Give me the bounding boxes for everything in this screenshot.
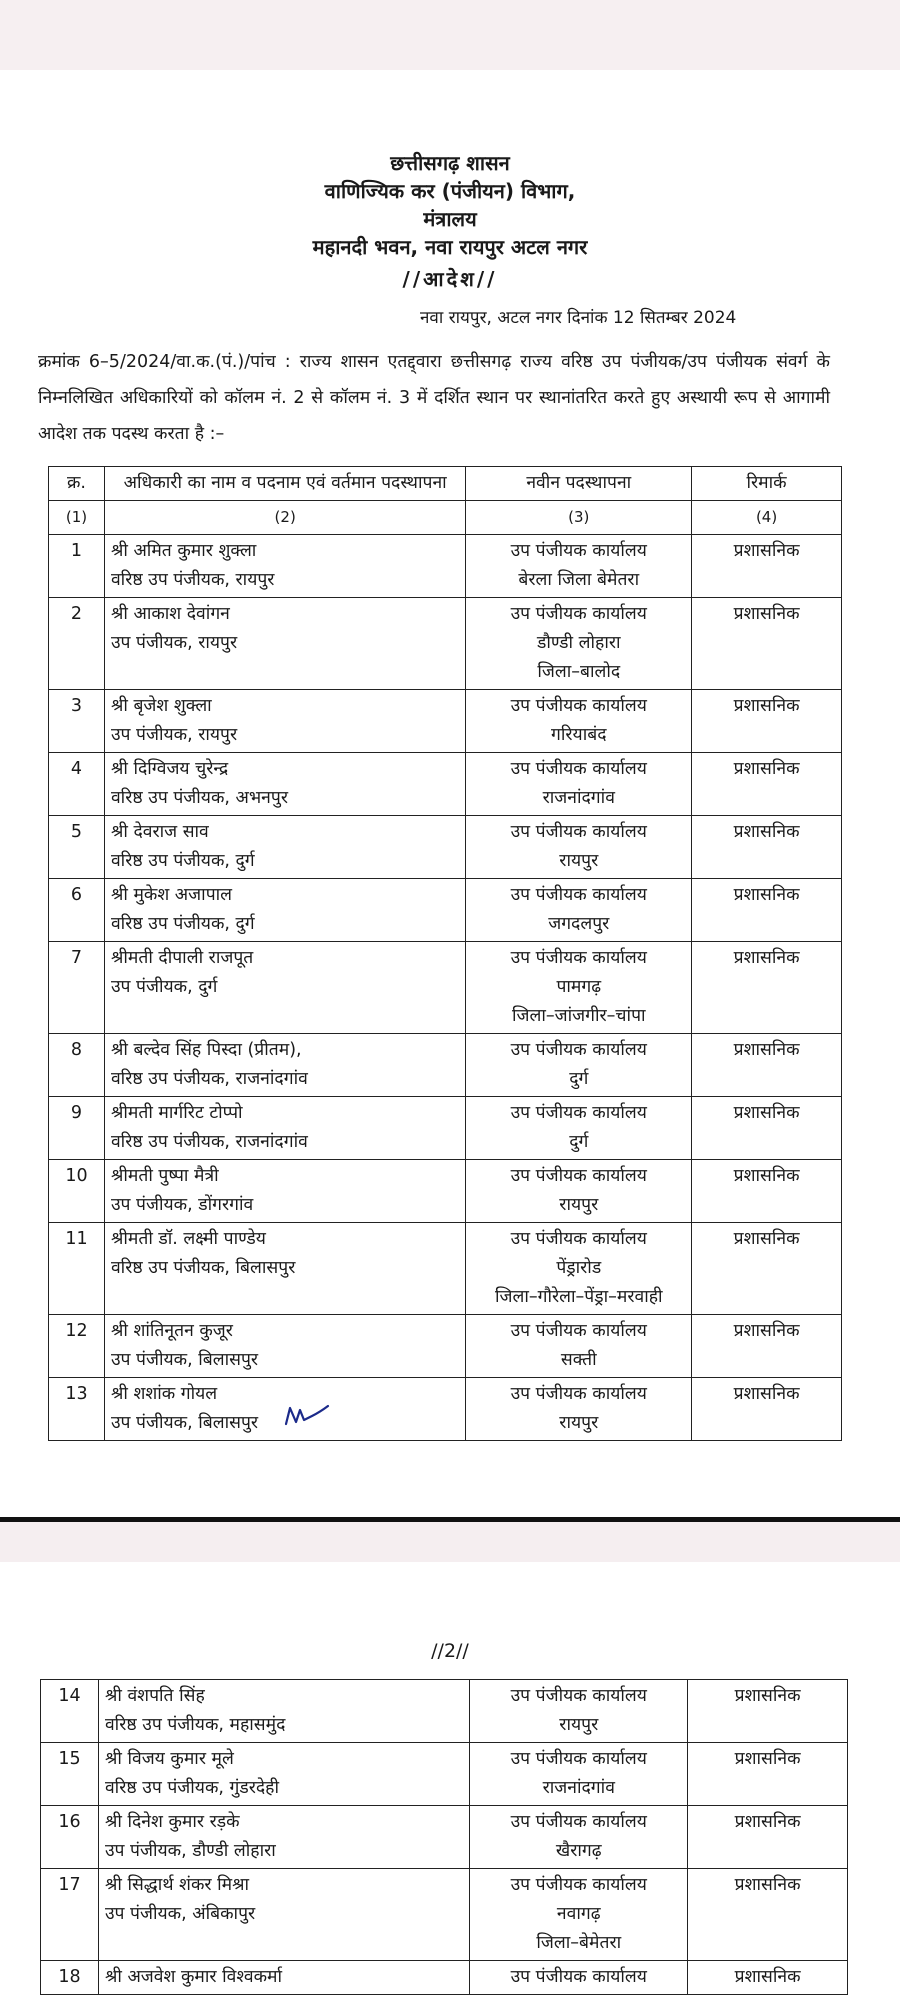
officer-current-post: वरिष्ठ उप पंजीयक, रायपुर (110, 570, 275, 590)
signature (282, 1402, 332, 1430)
row-new-posting (470, 1680, 688, 1743)
new-posting-line: रायपुर (559, 1413, 599, 1433)
new-posting-line: जिला–जांजगीर–चांपा (511, 1006, 646, 1026)
row-serial: 3 (49, 690, 105, 753)
new-posting-line: उप पंजीयक कार्यालय (510, 696, 647, 716)
officer-name: श्री सिद्धार्थ शंकर मिश्रा (104, 1875, 250, 1895)
row-serial: 9 (49, 1097, 105, 1160)
officer-name: श्रीमती डॉ. लक्ष्मी पाण्डेय (110, 1229, 266, 1249)
new-posting-line: राजनांदगांव (542, 788, 615, 808)
officer-current-post: उप पंजीयक, रायपुर (110, 633, 238, 653)
header-govt: छत्तीसगढ़ शासन (390, 151, 510, 175)
officer-current-post: उप पंजीयक, दुर्ग (110, 977, 218, 997)
officer-current-post: वरिष्ठ उप पंजीयक, राजनांदगांव (110, 1132, 308, 1152)
header-order-title: //आदेश// (402, 267, 498, 291)
new-posting-line: उप पंजीयक कार्यालय (510, 1384, 647, 1404)
transfer-table-continued (40, 1679, 848, 1995)
new-posting-line: उप पंजीयक कार्यालय (510, 1749, 647, 1769)
row-officer (104, 598, 465, 690)
new-posting-line: पेंड्रारोड (556, 1258, 602, 1278)
order-text: क्रमांक 6–5/2024/वा.क.(पं.)/पांच : राज्य शासन एतद्द्वारा छत्तीसगढ़ राज्य वरिष्ठ उप पंजीयक/उप पंजीयक संवर्ग के निम्नलिखित अधिकारियों को कॉलम नं. 2 से कॉलम नं. 3 में दर्शित स्थान पर स्थानांतरित करते हुए अस्थायी रूप से आगामी आदेश तक पदस्थ करता है :– (38, 352, 830, 444)
officer-current-post: वरिष्ठ उप पंजीयक, बिलासपुर (110, 1258, 296, 1278)
officer-current-post: उप पंजीयक, डोंगरगांव (110, 1195, 254, 1215)
row-serial: 2 (49, 598, 105, 690)
row-officer (104, 1315, 465, 1378)
row-remark: प्रशासनिक (692, 753, 842, 816)
table-row (49, 1378, 842, 1441)
officer-name: श्री शशांक गोयल (110, 1384, 218, 1404)
table-row (49, 1097, 842, 1160)
row-serial: 12 (49, 1315, 105, 1378)
row-officer (98, 1680, 469, 1743)
row-serial: 14 (41, 1680, 99, 1743)
row-officer (104, 942, 465, 1034)
table-row (49, 753, 842, 816)
row-officer (104, 753, 465, 816)
col-number: (1) (49, 501, 105, 535)
row-remark: प्रशासनिक (688, 1961, 848, 1995)
table-header-row (49, 467, 842, 501)
row-new-posting (466, 753, 692, 816)
row-new-posting (470, 1869, 688, 1961)
header-department: वाणिज्यिक कर (पंजीयन) विभाग, (324, 179, 576, 203)
officer-current-post: उप पंजीयक, डौण्डी लोहारा (104, 1841, 276, 1861)
new-posting-line: जिला–बालोद (537, 662, 621, 682)
officer-name: श्री दिनेश कुमार रड़के (104, 1812, 240, 1832)
row-officer (104, 535, 465, 598)
row-serial: 8 (49, 1034, 105, 1097)
new-posting-line: उप पंजीयक कार्यालय (510, 604, 647, 624)
table-row (49, 690, 842, 753)
table-row (49, 816, 842, 879)
new-posting-line: बेरला जिला बेमेतरा (518, 570, 640, 590)
officer-name: श्री विजय कुमार मूले (104, 1749, 234, 1769)
new-posting-line: दुर्ग (569, 1069, 589, 1089)
new-posting-line: जिला–बेमेतरा (536, 1933, 622, 1953)
table-row (41, 1869, 848, 1961)
row-new-posting (466, 1223, 692, 1315)
table-row (41, 1806, 848, 1869)
row-new-posting (470, 1743, 688, 1806)
new-posting-line: खैरागढ़ (555, 1841, 602, 1861)
new-posting-line: गरियाबंद (551, 725, 607, 745)
header-ministry: मंत्रालय (423, 207, 477, 231)
row-new-posting (466, 1160, 692, 1223)
row-serial: 1 (49, 535, 105, 598)
officer-current-post: वरिष्ठ उप पंजीयक, अभनपुर (110, 788, 288, 808)
officer-current-post: उप पंजीयक, रायपुर (110, 725, 238, 745)
row-officer (104, 1097, 465, 1160)
row-remark: प्रशासनिक (692, 690, 842, 753)
new-posting-line: जिला–गौरेला–पेंड्रा–मरवाही (494, 1287, 663, 1307)
new-posting-line: रायपुर (559, 851, 599, 871)
new-posting-line: दुर्ग (569, 1132, 589, 1152)
page-number: //2// (431, 1640, 469, 1662)
officer-name: श्री मुकेश अजापाल (110, 885, 233, 905)
table-row (49, 1315, 842, 1378)
row-new-posting (466, 816, 692, 879)
row-serial: 18 (41, 1961, 99, 1995)
officer-name: श्रीमती दीपाली राजपूत (110, 948, 254, 968)
row-remark: प्रशासनिक (692, 535, 842, 598)
row-remark: प्रशासनिक (692, 1315, 842, 1378)
header-remark: रिमार्क (692, 467, 842, 501)
new-posting-line: नवागढ़ (556, 1904, 601, 1924)
header-address: महानदी भवन, नवा रायपुर अटल नगर (312, 235, 588, 259)
row-remark: प्रशासनिक (692, 1378, 842, 1441)
row-officer (104, 1160, 465, 1223)
table-row (49, 1034, 842, 1097)
row-serial: 4 (49, 753, 105, 816)
new-posting-line: उप पंजीयक कार्यालय (510, 1229, 647, 1249)
row-remark: प्रशासनिक (688, 1680, 848, 1743)
row-remark: प्रशासनिक (692, 879, 842, 942)
row-serial: 15 (41, 1743, 99, 1806)
new-posting-line: डौण्डी लोहारा (536, 633, 621, 653)
row-serial: 17 (41, 1869, 99, 1961)
row-serial: 11 (49, 1223, 105, 1315)
row-serial: 10 (49, 1160, 105, 1223)
row-remark: प्रशासनिक (692, 598, 842, 690)
officer-current-post: वरिष्ठ उप पंजीयक, महासमुंद (104, 1715, 286, 1735)
new-posting-line: राजनांदगांव (542, 1778, 615, 1798)
new-posting-line: उप पंजीयक कार्यालय (510, 948, 647, 968)
column-number-row (49, 501, 842, 535)
officer-name: श्री वंशपति सिंह (104, 1686, 205, 1706)
col-number: (4) (692, 501, 842, 535)
table-row (49, 535, 842, 598)
officer-current-post: उप पंजीयक, बिलासपुर (110, 1413, 259, 1433)
officer-name: श्री शांतिनूतन कुजूर (110, 1321, 233, 1341)
row-officer (98, 1806, 469, 1869)
table-row (41, 1680, 848, 1743)
table-row (49, 1160, 842, 1223)
new-posting-line: उप पंजीयक कार्यालय (510, 1040, 647, 1060)
row-new-posting (466, 1315, 692, 1378)
new-posting-line: उप पंजीयक कार्यालय (510, 1875, 647, 1895)
row-officer (104, 1034, 465, 1097)
row-officer (98, 1961, 469, 1995)
col-number: (2) (104, 501, 465, 535)
officer-current-post: वरिष्ठ उप पंजीयक, गुंडरदेही (104, 1778, 279, 1798)
new-posting-line: उप पंजीयक कार्यालय (510, 822, 647, 842)
row-new-posting (466, 598, 692, 690)
row-remark: प्रशासनिक (692, 1160, 842, 1223)
row-officer (104, 690, 465, 753)
row-officer (104, 1223, 465, 1315)
officer-current-post: वरिष्ठ उप पंजीयक, दुर्ग (110, 851, 255, 871)
row-officer (98, 1869, 469, 1961)
row-serial: 16 (41, 1806, 99, 1869)
new-posting-line: उप पंजीयक कार्यालय (510, 1166, 647, 1186)
row-remark: प्रशासनिक (692, 1223, 842, 1315)
row-officer (104, 816, 465, 879)
row-new-posting (470, 1961, 688, 1995)
row-remark: प्रशासनिक (692, 1034, 842, 1097)
table-row (41, 1961, 848, 1995)
table-row (49, 942, 842, 1034)
new-posting-line: उप पंजीयक कार्यालय (510, 885, 647, 905)
header-new-posting: नवीन पदस्थापना (466, 467, 692, 501)
table-row (49, 1223, 842, 1315)
new-posting-line: उप पंजीयक कार्यालय (510, 1321, 647, 1341)
row-officer (104, 879, 465, 942)
new-posting-line: जगदलपुर (548, 914, 610, 934)
row-serial: 13 (49, 1378, 105, 1441)
officer-name: श्री बृजेश शुक्ला (110, 696, 212, 716)
col-number: (3) (466, 501, 692, 535)
officer-current-post: उप पंजीयक, बिलासपुर (110, 1350, 259, 1370)
row-remark: प्रशासनिक (688, 1869, 848, 1961)
row-officer (98, 1743, 469, 1806)
new-posting-line: पामगढ़ (556, 977, 602, 997)
officer-current-post: उप पंजीयक, अंबिकापुर (104, 1904, 256, 1924)
new-posting-line: उप पंजीयक कार्यालय (510, 1686, 647, 1706)
table-row (41, 1743, 848, 1806)
header-officer: अधिकारी का नाम व पदनाम एवं वर्तमान पदस्थापना (104, 467, 465, 501)
row-new-posting (466, 1378, 692, 1441)
officer-name: श्री दिग्विजय चुरेन्द्र (110, 759, 229, 779)
row-new-posting (470, 1806, 688, 1869)
row-remark: प्रशासनिक (692, 1097, 842, 1160)
row-new-posting (466, 942, 692, 1034)
dateline: नवा रायपुर, अटल नगर दिनांक 12 सितम्बर 2024 (420, 308, 737, 328)
row-serial: 5 (49, 816, 105, 879)
officer-name: श्री अजवेश कुमार विश्वकर्मा (104, 1967, 283, 1987)
new-posting-line: उप पंजीयक कार्यालय (510, 541, 647, 561)
officer-name: श्री देवराज साव (110, 822, 209, 842)
new-posting-line: सक्ती (560, 1350, 597, 1370)
row-remark: प्रशासनिक (692, 942, 842, 1034)
table-row (49, 598, 842, 690)
row-new-posting (466, 1097, 692, 1160)
officer-name: श्री आकाश देवांगन (110, 604, 230, 624)
row-remark: प्रशासनिक (688, 1743, 848, 1806)
new-posting-line: उप पंजीयक कार्यालय (510, 759, 647, 779)
header-sn: क्र. (49, 467, 105, 501)
new-posting-line: उप पंजीयक कार्यालय (510, 1967, 647, 1987)
officer-name: श्रीमती पुष्पा मैत्री (110, 1166, 219, 1186)
new-posting-line: उप पंजीयक कार्यालय (510, 1103, 647, 1123)
officer-current-post: वरिष्ठ उप पंजीयक, राजनांदगांव (110, 1069, 308, 1089)
row-serial: 6 (49, 879, 105, 942)
page-gap (0, 1522, 900, 1562)
row-new-posting (466, 1034, 692, 1097)
row-serial: 7 (49, 942, 105, 1034)
top-band (0, 0, 900, 70)
new-posting-line: उप पंजीयक कार्यालय (510, 1812, 647, 1832)
officer-name: श्री अमित कुमार शुक्ला (110, 541, 257, 561)
row-remark: प्रशासनिक (692, 816, 842, 879)
row-new-posting (466, 879, 692, 942)
officer-current-post: वरिष्ठ उप पंजीयक, दुर्ग (110, 914, 255, 934)
new-posting-line: रायपुर (559, 1195, 599, 1215)
row-new-posting (466, 535, 692, 598)
officer-name: श्रीमती मार्गरिट टोप्पो (110, 1103, 243, 1123)
officer-name: श्री बल्देव सिंह पिस्दा (प्रीतम), (110, 1040, 302, 1060)
row-remark: प्रशासनिक (688, 1806, 848, 1869)
transfer-table (48, 466, 842, 1441)
new-posting-line: रायपुर (559, 1715, 599, 1735)
row-new-posting (466, 690, 692, 753)
table-row (49, 879, 842, 942)
